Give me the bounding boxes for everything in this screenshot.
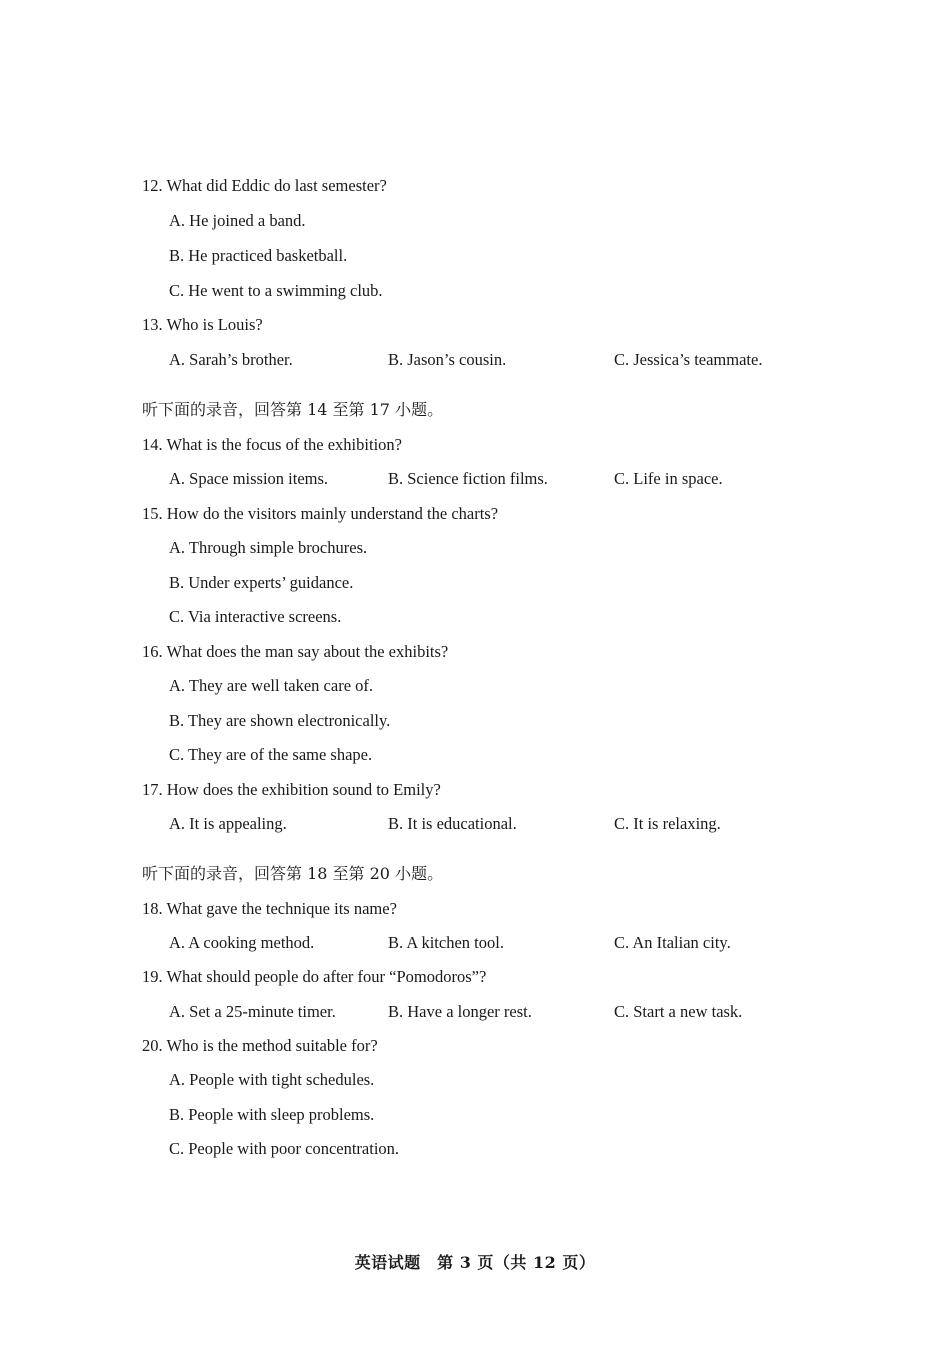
question-18-option-b: B. A kitchen tool.	[388, 933, 504, 952]
page-footer: 英语试题 第 3 页（共 12 页）	[354, 1253, 596, 1272]
question-12-option-b: B. He practiced basketball.	[169, 246, 348, 265]
question-17-option-a: A. It is appealing.	[169, 814, 287, 833]
question-12-stem: 12. What did Eddic do last semester?	[142, 176, 387, 195]
section-instruction-18-20: 听下面的录音，回答第 18 至第 20 小题。	[142, 864, 444, 883]
question-14-option-a: A. Space mission items.	[169, 469, 329, 488]
question-18-stem: 18. What gave the technique its name?	[142, 899, 397, 918]
question-19-option-b: B. Have a longer rest.	[388, 1002, 532, 1021]
question-13-option-b: B. Jason’s cousin.	[388, 350, 507, 369]
question-19-option-c: C. Start a new task.	[614, 1002, 743, 1021]
question-16-option-c: C. They are of the same shape.	[169, 745, 373, 764]
question-15-option-c: C. Via interactive screens.	[169, 607, 342, 626]
question-20-option-b: B. People with sleep problems.	[169, 1105, 375, 1124]
question-15-option-b: B. Under experts’ guidance.	[169, 573, 354, 592]
question-16-stem: 16. What does the man say about the exhibits?	[142, 642, 449, 661]
question-15-stem: 15. How do the visitors mainly understand the charts?	[142, 504, 499, 523]
question-14-stem: 14. What is the focus of the exhibition?	[142, 435, 402, 454]
question-17-option-b: B. It is educational.	[388, 814, 517, 833]
question-20-stem: 20. Who is the method suitable for?	[142, 1036, 378, 1055]
question-13-stem: 13. Who is Louis?	[142, 315, 263, 334]
question-16-option-a: A. They are well taken care of.	[169, 676, 374, 695]
question-13-option-a: A. Sarah’s brother.	[169, 350, 293, 369]
question-14-option-b: B. Science fiction films.	[388, 469, 548, 488]
question-20-option-a: A. People with tight schedules.	[169, 1070, 375, 1089]
question-17-option-c: C. It is relaxing.	[614, 814, 721, 833]
question-12-option-a: A. He joined a band.	[169, 211, 306, 230]
question-12-option-c: C. He went to a swimming club.	[169, 281, 383, 300]
section-instruction-14-17: 听下面的录音，回答第 14 至第 17 小题。	[142, 400, 444, 419]
question-17-stem: 17. How does the exhibition sound to Emily?	[142, 780, 441, 799]
question-16-option-b: B. They are shown electronically.	[169, 711, 391, 730]
question-19-stem: 19. What should people do after four “Pomodoros”?	[142, 967, 487, 986]
question-15-option-a: A. Through simple brochures.	[169, 538, 368, 557]
question-18-option-a: A. A cooking method.	[169, 933, 315, 952]
question-20-option-c: C. People with poor concentration.	[169, 1139, 400, 1158]
question-19-option-a: A. Set a 25-minute timer.	[169, 1002, 336, 1021]
question-14-option-c: C. Life in space.	[614, 469, 723, 488]
question-18-option-c: C. An Italian city.	[614, 933, 731, 952]
question-13-option-c: C. Jessica’s teammate.	[614, 350, 763, 369]
